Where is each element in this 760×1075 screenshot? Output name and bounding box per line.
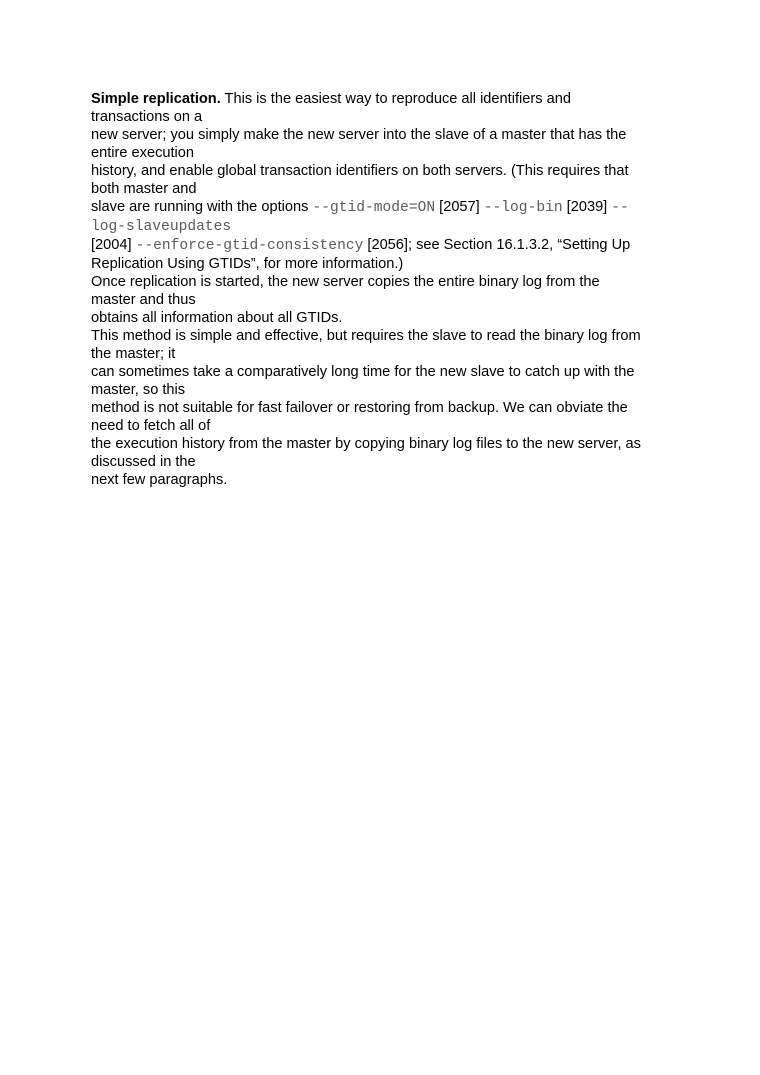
- text-run: Replication Using GTIDs”, for more information.): [91, 256, 404, 272]
- text-line: [91, 180, 681, 198]
- text-run: the master; it: [91, 346, 176, 362]
- text-line: [91, 144, 681, 162]
- text-run: discussed in the: [91, 454, 196, 470]
- text-run: This is the easiest way to reproduce all identifiers and: [220, 91, 571, 107]
- text-line: [91, 327, 681, 345]
- code-option: --log-bin: [483, 200, 563, 216]
- text-line: [91, 399, 681, 417]
- text-run: transactions on a: [91, 109, 203, 125]
- text-line: [91, 217, 681, 236]
- document-page: [91, 90, 681, 489]
- text-line: [91, 255, 681, 273]
- text-run: [2039]: [562, 199, 612, 215]
- code-option: --enforce-gtid-consistency: [135, 238, 364, 254]
- code-option: log-slaveupdates: [91, 219, 232, 235]
- code-option: --gtid-mode=ON: [312, 200, 436, 216]
- text-line: [91, 417, 681, 435]
- text-run: method is not suitable for fast failover or restoring from backup. We can obviate the: [91, 400, 628, 416]
- text-run: history, and enable global transaction identifiers on both servers. (This requires that: [91, 163, 629, 179]
- text-line: [91, 345, 681, 363]
- text-line: [91, 236, 681, 255]
- text-line: [91, 291, 681, 309]
- code-option: --: [611, 200, 629, 216]
- text-run: [2056]; see Section 16.1.3.2, “Setting Up: [363, 237, 631, 253]
- text-line: [91, 381, 681, 399]
- text-line: [91, 273, 681, 291]
- text-line: [91, 198, 681, 217]
- run-in-heading: Simple replication.: [91, 91, 221, 107]
- text-line: [91, 90, 681, 108]
- text-run: both master and: [91, 181, 197, 197]
- text-line: [91, 309, 681, 327]
- text-run: slave are running with the options: [91, 199, 313, 215]
- text-line: [91, 162, 681, 180]
- paragraph-simple-replication: [91, 90, 681, 489]
- text-run: Once replication is started, the new server copies the entire binary log from the: [91, 274, 600, 290]
- text-run: master and thus: [91, 292, 196, 308]
- text-run: This method is simple and effective, but requires the slave to read the binary log from: [91, 328, 641, 344]
- text-run: [2004]: [91, 237, 136, 253]
- text-run: next few paragraphs.: [91, 472, 228, 488]
- text-run: the execution history from the master by copying binary log files to the new server, as: [91, 436, 641, 452]
- text-line: [91, 363, 681, 381]
- text-line: [91, 435, 681, 453]
- text-run: master, so this: [91, 382, 186, 398]
- text-run: need to fetch all of: [91, 418, 211, 434]
- text-run: obtains all information about all GTIDs.: [91, 310, 343, 326]
- text-run: can sometimes take a comparatively long time for the new slave to catch up with the: [91, 364, 635, 380]
- text-line: [91, 108, 681, 126]
- text-line: [91, 453, 681, 471]
- text-run: entire execution: [91, 145, 195, 161]
- text-run: [2057]: [435, 199, 484, 215]
- text-run: new server; you simply make the new server into the slave of a master that has the: [91, 127, 627, 143]
- text-line: [91, 471, 681, 489]
- text-line: [91, 126, 681, 144]
